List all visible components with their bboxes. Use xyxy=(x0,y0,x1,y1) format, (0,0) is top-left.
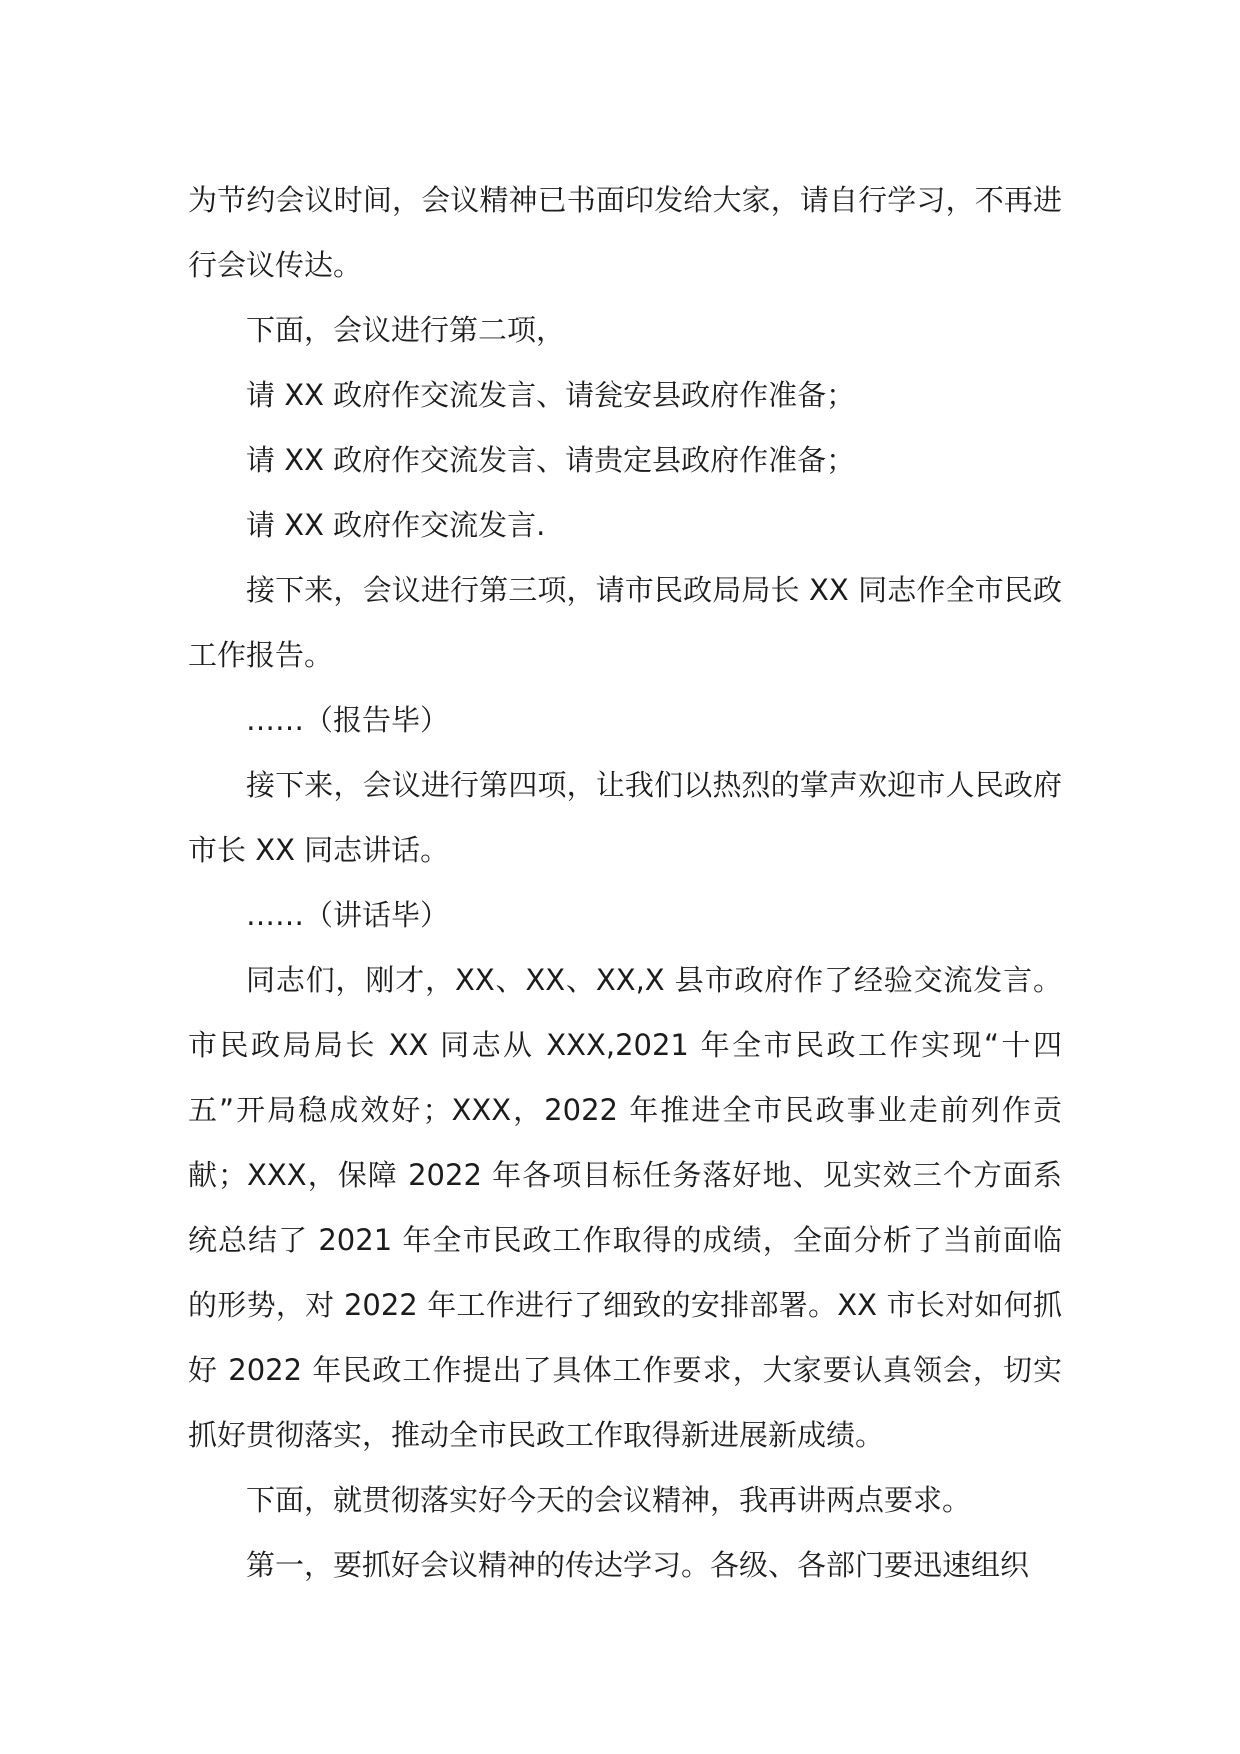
paragraph-8: 接下来，会议进行第四项，让我们以热烈的掌声欢迎市人民政府市长 XX 同志讲话。 xyxy=(188,768,1062,867)
document-body xyxy=(188,168,1062,1598)
paragraph-10: 同志们，刚才，XX、XX、XX,X 县市政府作了经验交流发言。市民政局局长 XX 同志从 XXX,2021 年全市民政工作实现“十四五”开局稳成效好；XXX，2022 年推进全市民政事业走前列作贡献；XXX，保障 2022 年各项目标任务落好地、见实效三个方面系统总结了 2021 年全市民政工作取得的成绩，全面分析了当前面临的形势，对 2022 年工作进行了细致的安排部署。XX 市长对如何抓好 2022 年民政工作提出了具体工作要求，大家要认真领会，切实抓好贯彻落实，推动全市民政工作取得新进展新成绩。 xyxy=(188,963,1062,1452)
paragraph-7: ……（报告毕） xyxy=(246,703,450,737)
paragraph-3: 请 XX 政府作交流发言、请瓮安县政府作准备； xyxy=(246,378,856,412)
paragraph-4: 请 XX 政府作交流发言、请贵定县政府作准备； xyxy=(246,443,856,477)
paragraph-5: 请 XX 政府作交流发言. xyxy=(246,508,546,542)
paragraph-2: 下面，会议进行第二项， xyxy=(246,313,566,347)
paragraph-9: ……（讲话毕） xyxy=(246,898,450,932)
paragraph-1: 为节约会议时间，会议精神已书面印发给大家，请自行学习，不再进行会议传达。 xyxy=(188,183,1062,282)
paragraph-11: 下面，就贯彻落实好今天的会议精神，我再讲两点要求。 xyxy=(246,1483,972,1517)
paragraph-12: 第一，要抓好会议精神的传达学习。各级、各部门要迅速组织 xyxy=(246,1548,1030,1582)
paragraph-6: 接下来，会议进行第三项，请市民政局局长 XX 同志作全市民政工作报告。 xyxy=(188,573,1062,672)
